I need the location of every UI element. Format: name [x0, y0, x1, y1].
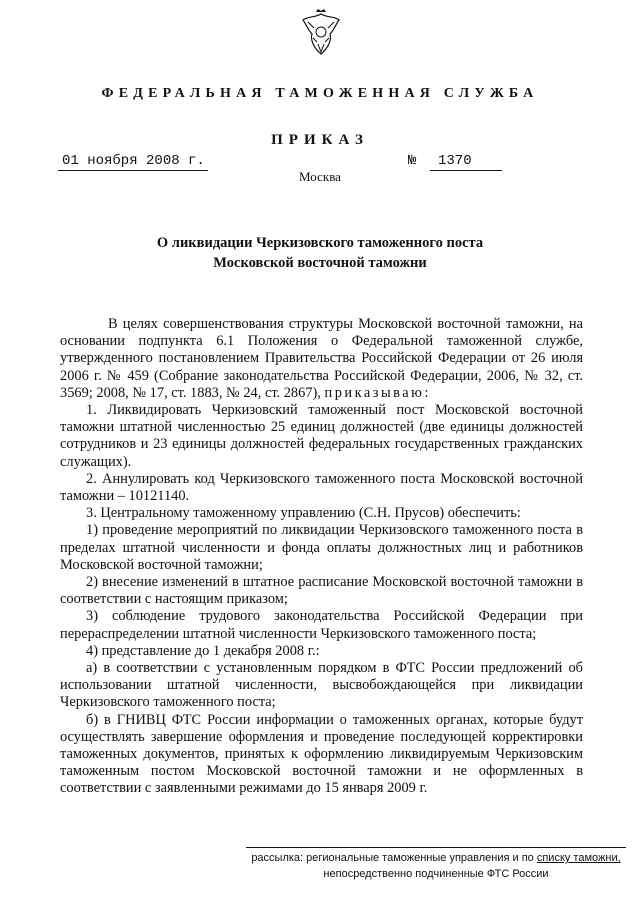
clause-3-3: 3) соблюдение трудового законодательства Российской Федерации при перераспределении штатной численности Черкизовского таможенного поста;	[60, 608, 583, 642]
city: Москва	[299, 169, 341, 184]
clause-3: 3. Центральному таможенному управлению (С.Н. Прусов) обеспечить:	[86, 505, 521, 522]
clause-3-4-b: б) в ГНИВЦ ФТС России информации о таможенных органах, которые будут осуществлять завершение оформления и проведение последующей корректировки таможенных документов, принятых к оформлению ликвидируемым Черкизовским таможенным постом Московской восточной таможни и не оформленных в соответствии с заявленными режимами до 15 января 2009 г.	[60, 711, 583, 797]
mailing-list-link: списку таможни,	[536, 852, 621, 864]
mailing-line-2: непосредственно подчиненные ФТС России	[323, 868, 549, 880]
clause-1: 1. Ликвидировать Черкизовский таможенный пост Московской восточной таможни штатной численностью 25 единиц должностей (две единицы должностей сотрудников и 23 единицы должностей федеральных государственных гражданских служащих).	[60, 402, 583, 470]
mailing-list	[246, 850, 626, 882]
agency-name: ФЕДЕРАЛЬНАЯ ТАМОЖЕННАЯ СЛУЖБА	[101, 86, 539, 101]
clause-3-2: 2) внесение изменений в штатное расписание Московской восточной таможни в соответствии с настоящим приказом;	[60, 574, 583, 608]
number-label: №	[408, 153, 417, 169]
mailing-prefix: рассылка: региональные таможенные управления и по	[251, 852, 537, 864]
title-line-2: Московской восточной таможни	[213, 255, 427, 271]
coat-of-arms-emblem	[300, 8, 342, 58]
mailing-divider	[246, 847, 626, 848]
clause-2: 2. Аннулировать код Черкизовского таможенного поста Московской восточной таможни – 10121140.	[60, 470, 583, 505]
preamble-text: В целях совершенствования структуры Московской восточной таможни, на основании подпункта 6.1 Положения о Федеральной таможенной службе, утвержденного постановлением Правительства Российской Федерации от 26 июля 2006 г. № 459 (Собрание законодательства Российской Федерации, 2006, № 32, ст. 3569; 2008, № 17, ст. 1883, № 24, ст. 2867),	[60, 316, 583, 401]
document-number: 1370	[438, 153, 472, 169]
clause-3-4: 4) представление до 1 декабря 2008 г.:	[86, 642, 320, 659]
title-line-1: О ликвидации Черкизовского таможенного поста	[156, 235, 484, 251]
document-title	[60, 233, 580, 273]
document-date: 01 ноября 2008 г.	[62, 153, 205, 169]
order-word: приказываю:	[324, 384, 431, 401]
document-body	[60, 316, 583, 798]
mailing-line-1	[246, 850, 626, 866]
clause-3-4-a: а) в соответствии с установленным порядком в ФТС России предложений об использовании штатной численности, высвобождающейся при ликвидации Черкизовского таможенного поста;	[60, 660, 583, 711]
clause-3-1: 1) проведение мероприятий по ликвидации Черкизовского таможенного поста в пределах штатной численности и фонда оплаты должностных лиц и работников Московской восточной таможни;	[60, 522, 583, 573]
preamble	[60, 316, 583, 402]
document-type: ПРИКАЗ	[271, 132, 369, 148]
